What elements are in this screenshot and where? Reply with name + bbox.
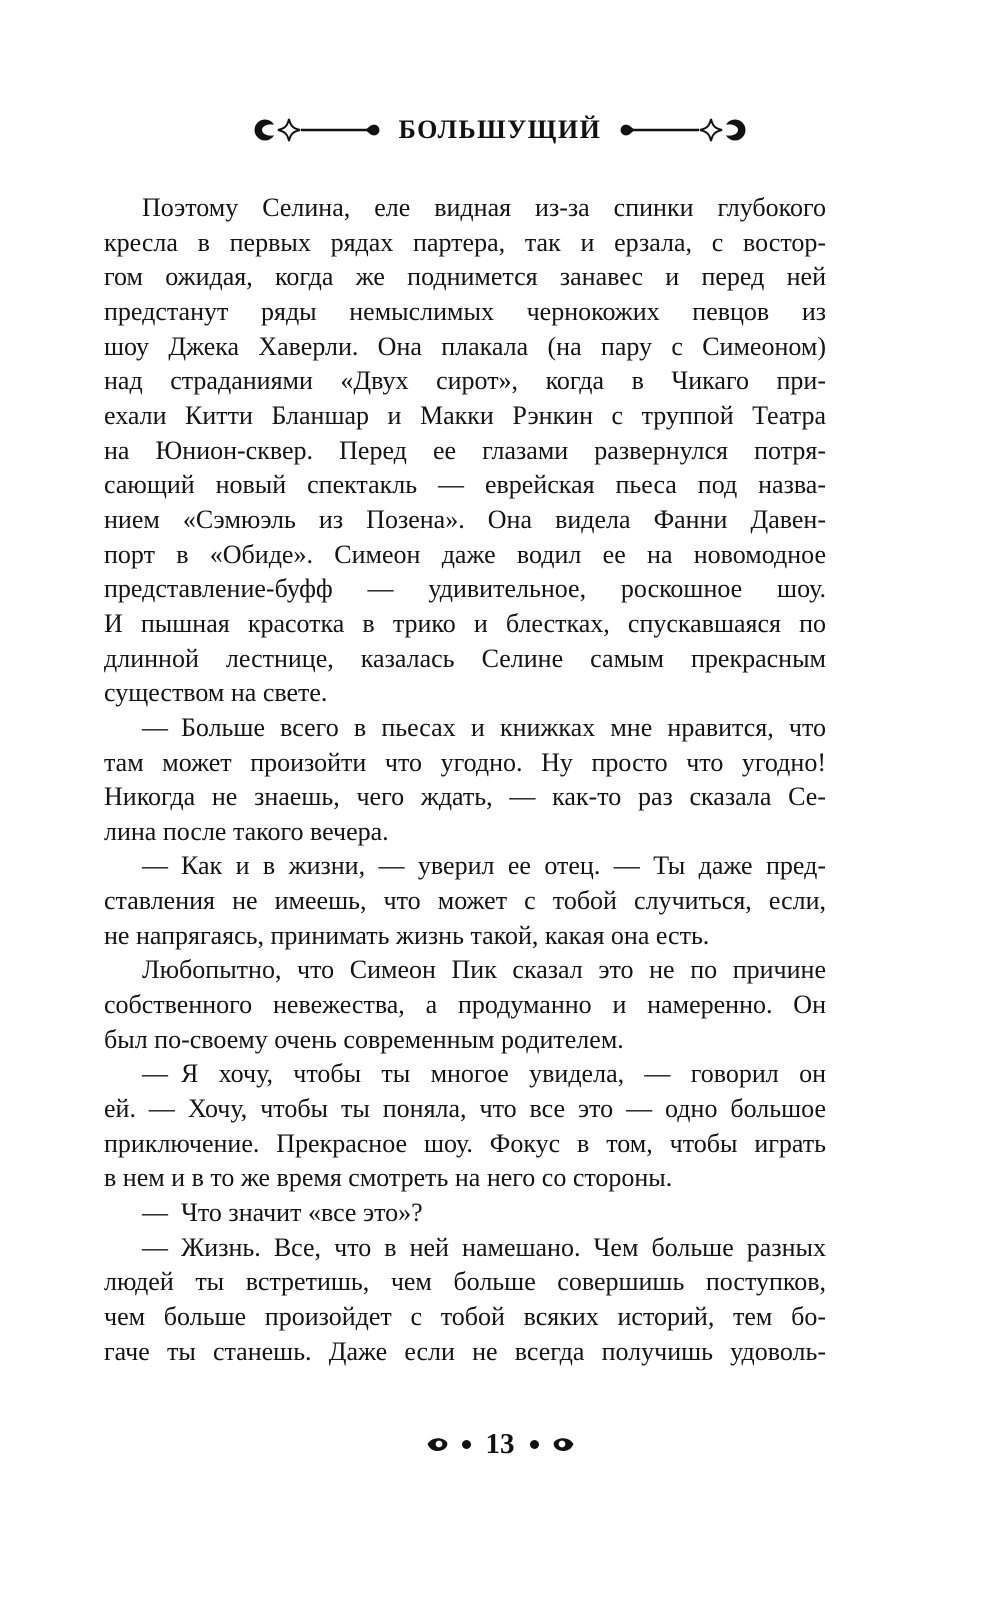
paragraph — [104, 1057, 826, 1196]
text-line: — Жизнь. Все, что в ней намешано. Чем больше разных — [142, 1232, 826, 1262]
paragraph — [104, 711, 826, 850]
text-line: — Как и в жизни, — уверил ее отец. — Ты даже пред- — [142, 851, 826, 881]
text-line: ей. — Хочу, чтобы ты поняла, что все это — одно большое — [104, 1094, 826, 1124]
text-line: в нем и в то же время смотреть на него со стороны. — [104, 1163, 673, 1193]
running-head-title: БОЛЬШУЩИЙ — [398, 115, 602, 144]
text-line: Любопытно, что Симеон Пик сказал это не по причине — [142, 955, 826, 985]
text-line: — Больше всего в пьесах и книжках мне нравится, что — [142, 712, 826, 742]
text-line: лина после такого вечера. — [104, 816, 389, 846]
text-line: был по-своему очень современным родителем. — [104, 1024, 624, 1054]
text-line: существом на свете. — [104, 678, 328, 708]
text-line: собственного невежества, а продуманно и намеренно. Он — [104, 990, 826, 1020]
folio-dot-icon — [462, 1440, 471, 1449]
text-line: — Я хочу, чтобы ты многое увидела, — говорил он — [142, 1059, 826, 1089]
text-line: людей ты встретишь, чем больше совершишь поступков, — [104, 1267, 826, 1297]
text-line: кресла в первых рядах партера, так и ерзала, с востор- — [104, 227, 826, 257]
paragraph — [104, 1196, 826, 1231]
text-line: приключение. Прекрасное шоу. Фокус в том, чтобы играть — [104, 1128, 826, 1158]
text-line: предстанут ряды немыслимых чернокожих певцов из — [104, 296, 826, 326]
text-line: Никогда не знаешь, чего ждать, — как-то раз сказала Се- — [104, 782, 826, 812]
text-line: И пышная красотка в трико и блестках, спускавшаяся по — [104, 608, 826, 638]
text-line: гаче ты станешь. Даже если не всегда получишь удоволь- — [104, 1336, 826, 1366]
header-ornament-left-icon — [253, 115, 385, 145]
folio-dot-icon — [530, 1440, 539, 1449]
text-line: ехали Китти Бланшар и Макки Рэнкин с труппой Театра — [104, 400, 826, 430]
text-line: — Что значит «все это»? — [142, 1198, 423, 1228]
running-head — [0, 112, 1000, 148]
text-line: порт в «Обиде». Симеон даже водил ее на новомодное — [104, 539, 826, 569]
text-line: представление-буфф — удивительное, роскошное шоу. — [104, 574, 826, 604]
header-ornament-right-icon — [615, 115, 747, 145]
text-line: гом ожидая, когда же поднимется занавес и перед ней — [104, 262, 826, 292]
paragraph — [104, 191, 826, 711]
paragraph — [104, 953, 826, 1057]
folio-ornament-right-icon — [550, 1434, 575, 1454]
folio — [0, 1424, 1000, 1464]
text-line: Поэтому Селина, еле видная из-за спинки глубокого — [142, 193, 826, 222]
text-line: ставления не имеешь, что может с тобой случиться, если, — [104, 886, 826, 916]
text-line: не напрягаясь, принимать жизнь такой, какая она есть. — [104, 920, 710, 950]
paragraph — [104, 1231, 826, 1370]
text-line: нием «Сэмюэль из Позена». Она видела Фанни Давен- — [104, 504, 826, 534]
page-number: 13 — [485, 1427, 515, 1460]
text-line: длинной лестнице, казалась Селине самым прекрасным — [104, 643, 826, 673]
text-block — [104, 191, 826, 1369]
text-line: над страданиями «Двух сирот», когда в Чикаго при- — [104, 366, 826, 396]
text-line: на Юнион-сквер. Перед ее глазами развернулся потря- — [104, 435, 826, 465]
folio-ornament-left-icon — [426, 1434, 451, 1454]
text-line: шоу Джека Хаверли. Она плакала (на пару с Симеоном) — [104, 331, 826, 361]
text-line: там может произойти что угодно. Ну просто что угодно! — [104, 747, 826, 777]
text-line: чем больше произойдет с тобой всяких историй, тем бо- — [104, 1302, 826, 1331]
paragraph — [104, 849, 826, 953]
text-line: сающий новый спектакль — еврейская пьеса под назва- — [104, 470, 826, 500]
